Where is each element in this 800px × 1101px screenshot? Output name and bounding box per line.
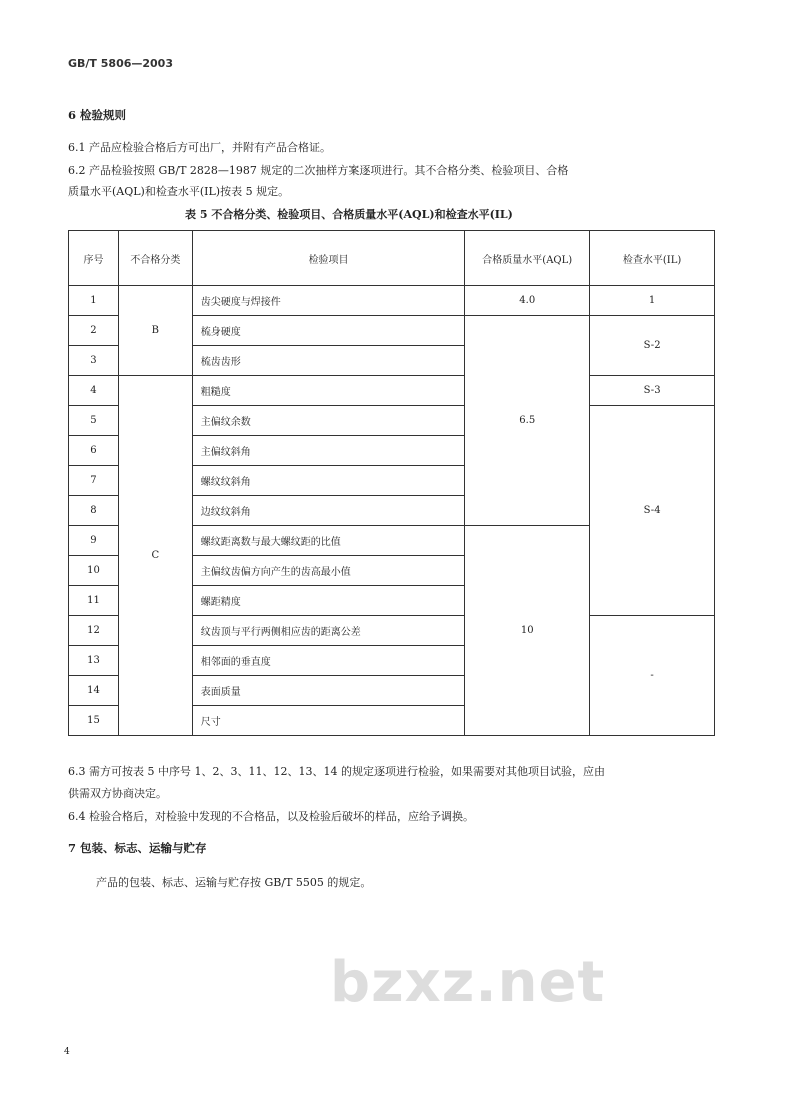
- item-cell: 螺纹纹斜角: [192, 466, 465, 496]
- section-6-title: 6 检验规则: [68, 108, 127, 122]
- item-cell: 梳齿齿形: [192, 346, 465, 376]
- row-number: 2: [69, 316, 119, 346]
- row-number: 7: [69, 466, 119, 496]
- il-cell: S-4: [590, 406, 715, 616]
- watermark: bzxz.net: [330, 950, 606, 1015]
- row-number: 13: [69, 646, 119, 676]
- aql-cell: 4.0: [465, 286, 590, 316]
- item-cell: 粗糙度: [192, 376, 465, 406]
- header-cell: 合格质量水平(AQL): [465, 231, 590, 286]
- item-cell: 纹齿顶与平行两侧相应齿的距离公差: [192, 616, 465, 646]
- row-number: 11: [69, 586, 119, 616]
- row-number: 15: [69, 706, 119, 736]
- aql-cell: 10: [465, 526, 590, 736]
- row-number: 9: [69, 526, 119, 556]
- table-row: [69, 376, 715, 406]
- item-cell: 尺寸: [192, 706, 465, 736]
- item-cell: 主偏纹余数: [192, 406, 465, 436]
- para-6-1: 6.1 产品应检验合格后方可出厂，并附有产品合格证。: [68, 141, 331, 154]
- para-7: 产品的包装、标志、运输与贮存按 GB/T 5505 的规定。: [96, 876, 372, 889]
- il-cell: 1: [590, 286, 715, 316]
- il-cell: -: [590, 616, 715, 736]
- category-cell: C: [118, 376, 192, 736]
- item-cell: 边纹纹斜角: [192, 496, 465, 526]
- table-row: [69, 286, 715, 316]
- row-number: 5: [69, 406, 119, 436]
- table-header-row: [69, 231, 715, 286]
- standard-number: GB/T 5806—2003: [68, 57, 173, 70]
- row-number: 1: [69, 286, 119, 316]
- header-cell: 不合格分类: [118, 231, 192, 286]
- header-cell: 检查水平(IL): [590, 231, 715, 286]
- item-cell: 主偏纹齿偏方向产生的齿高最小值: [192, 556, 465, 586]
- header-cell: 序号: [69, 231, 119, 286]
- row-number: 14: [69, 676, 119, 706]
- aql-cell: 6.5: [465, 316, 590, 526]
- item-cell: 螺距精度: [192, 586, 465, 616]
- section-7-title: 7 包装、标志、运输与贮存: [68, 841, 207, 855]
- table-caption: 表 5 不合格分类、检验项目、合格质量水平(AQL)和检查水平(IL): [185, 208, 513, 221]
- item-cell: 螺纹距离数与最大螺纹距的比值: [192, 526, 465, 556]
- item-cell: 主偏纹斜角: [192, 436, 465, 466]
- para-6-2-cont: 质量水平(AQL)和检查水平(IL)按表 5 规定。: [68, 185, 290, 198]
- inspection-table: [68, 230, 715, 736]
- row-number: 8: [69, 496, 119, 526]
- item-cell: 梳身硬度: [192, 316, 465, 346]
- category-cell: B: [118, 286, 192, 376]
- row-number: 3: [69, 346, 119, 376]
- item-cell: 相邻面的垂直度: [192, 646, 465, 676]
- row-number: 10: [69, 556, 119, 586]
- item-cell: 齿尖硬度与焊接件: [192, 286, 465, 316]
- il-cell: S-3: [590, 376, 715, 406]
- row-number: 6: [69, 436, 119, 466]
- il-cell: S-2: [590, 316, 715, 376]
- header-cell: 检验项目: [192, 231, 465, 286]
- para-6-4: 6.4 检验合格后，对检验中发现的不合格品，以及检验后破坏的样品，应给予调换。: [68, 810, 474, 823]
- para-6-2: 6.2 产品检验按照 GB/T 2828—1987 规定的二次抽样方案逐项进行。其不合格分类、检验项目、合格: [68, 164, 569, 177]
- page-number: 4: [64, 1047, 70, 1057]
- para-6-3-cont: 供需双方协商决定。: [68, 787, 167, 800]
- row-number: 12: [69, 616, 119, 646]
- row-number: 4: [69, 376, 119, 406]
- item-cell: 表面质量: [192, 676, 465, 706]
- para-6-3: 6.3 需方可按表 5 中序号 1、2、3、11、12、13、14 的规定逐项进行检验，如果需要对其他项目试验，应由: [68, 765, 605, 778]
